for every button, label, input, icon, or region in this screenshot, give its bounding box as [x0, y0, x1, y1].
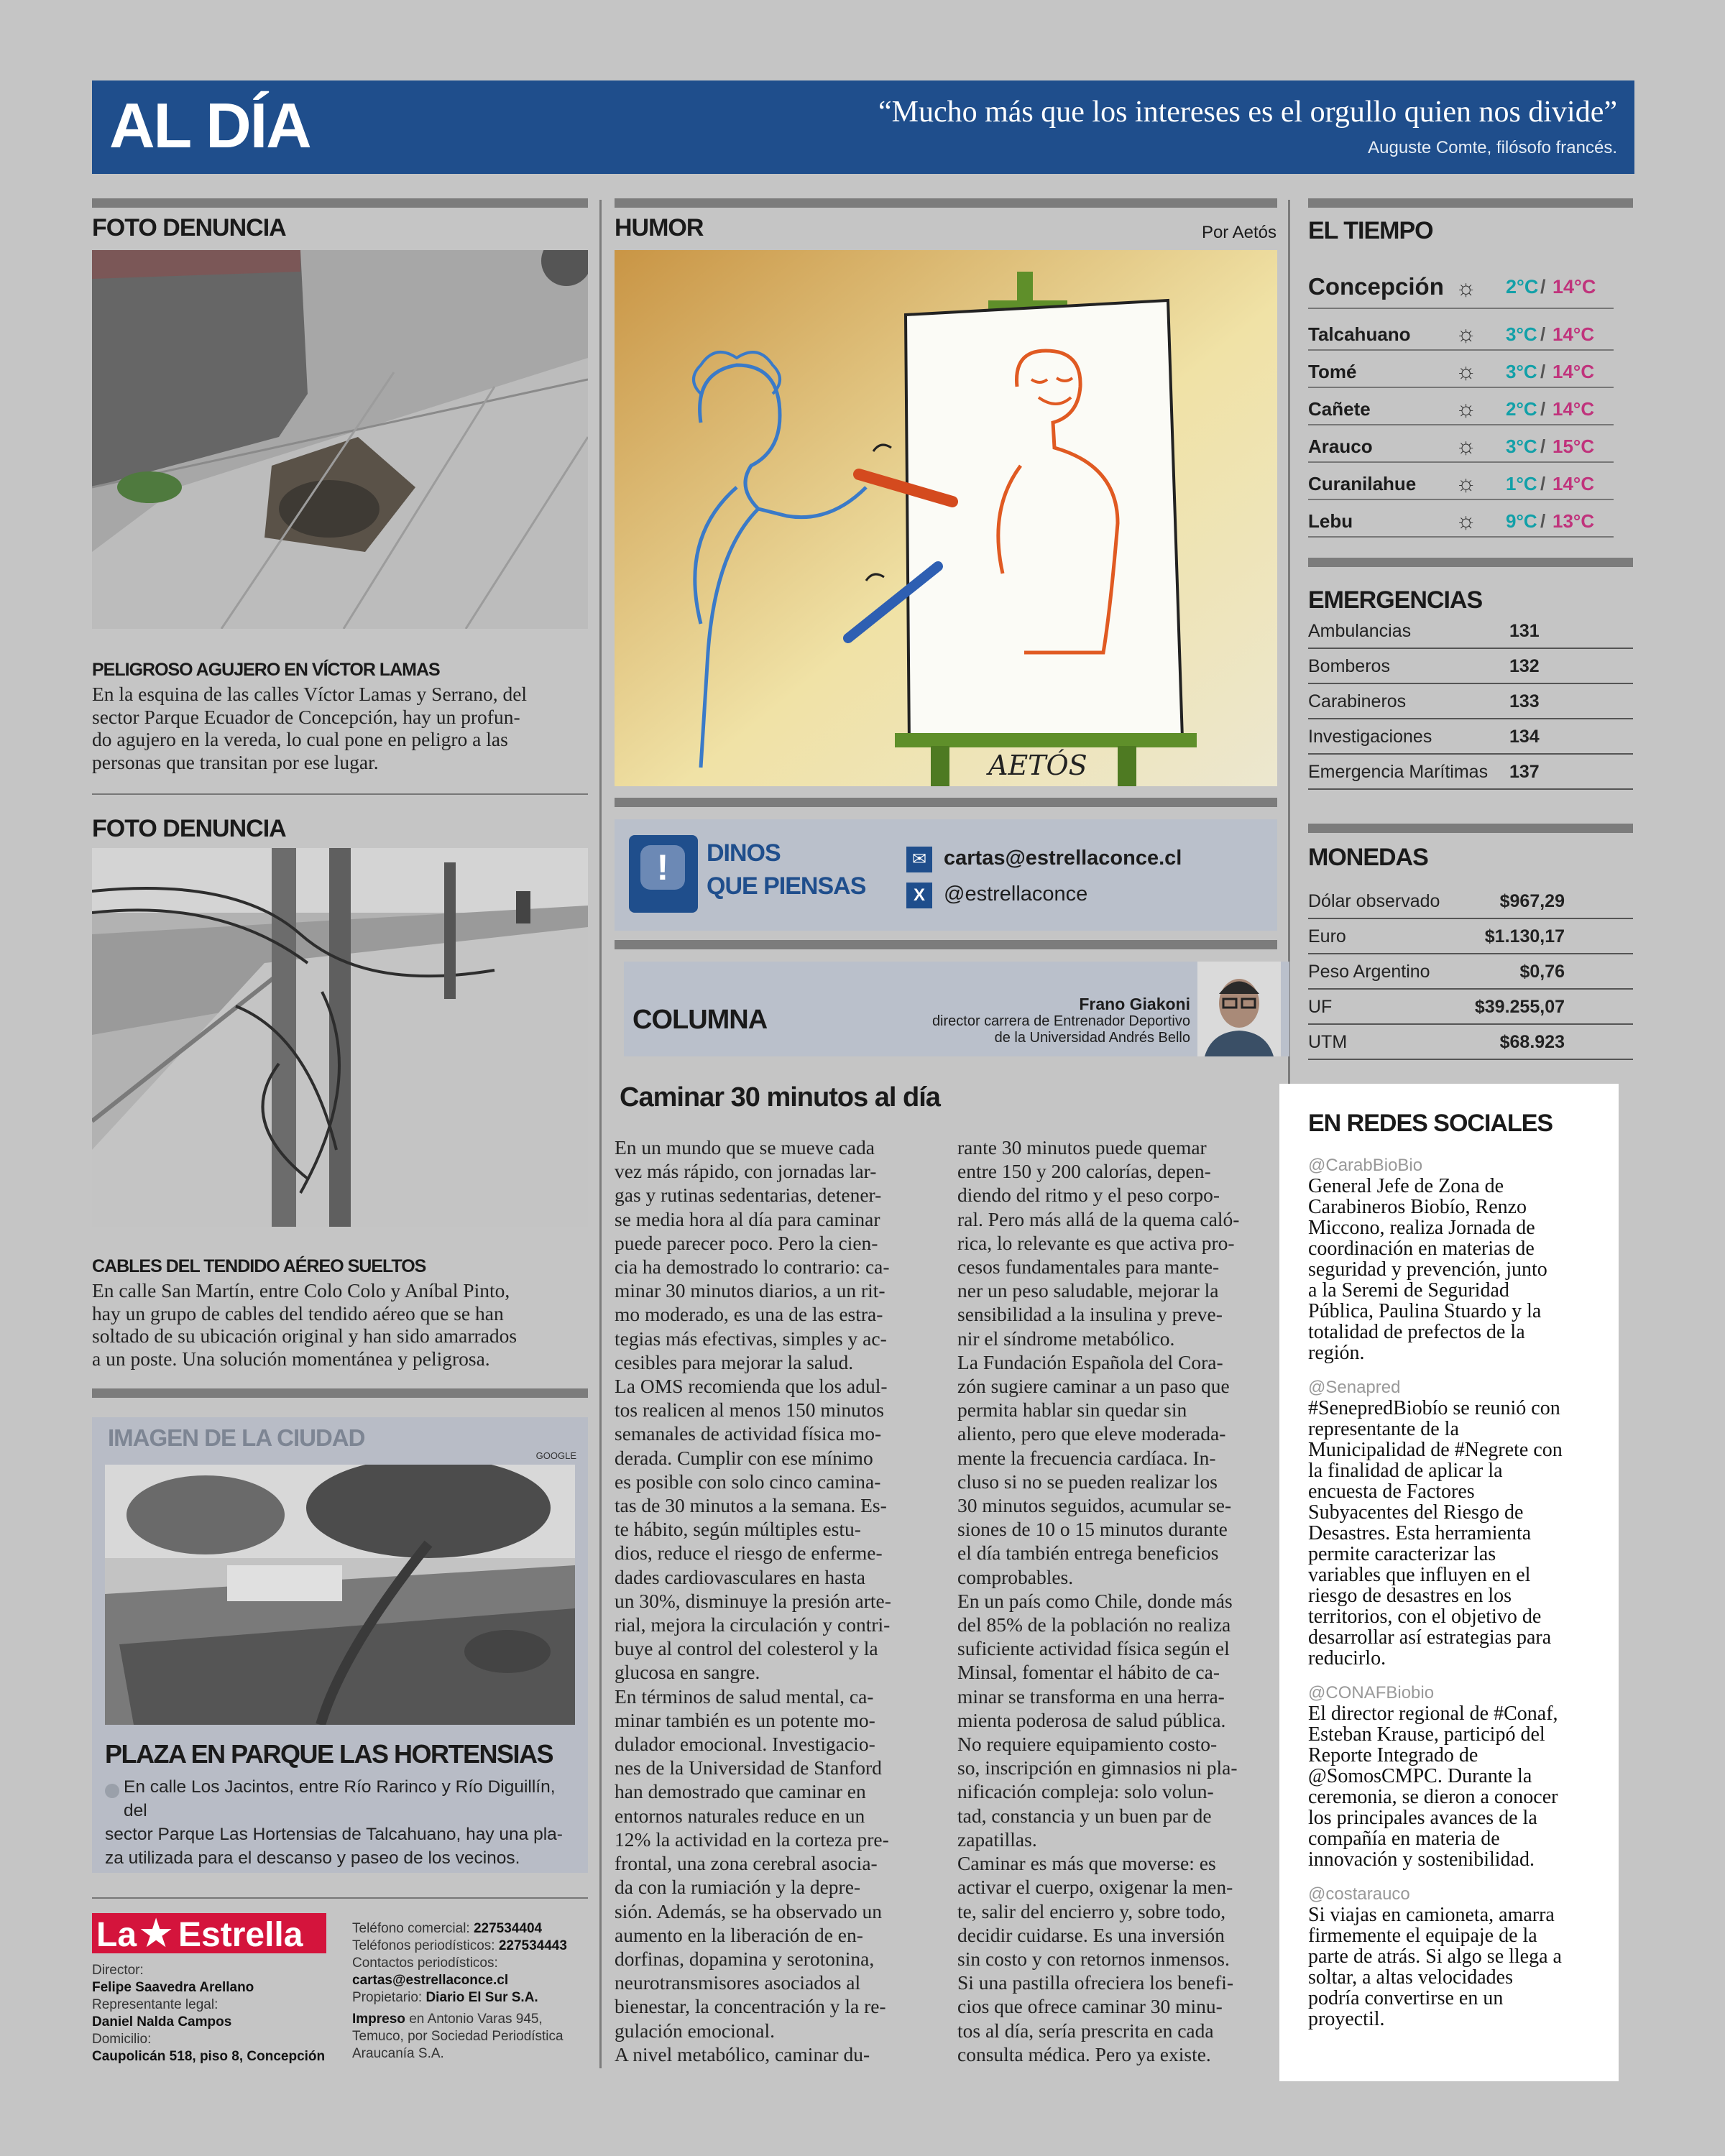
weather-row: Cañete ☼ 2°C / 14°C [1308, 391, 1614, 425]
sun-icon: ☼ [1455, 321, 1477, 346]
column-line: aumento en la liberación de en- [615, 1923, 863, 1946]
imagen-caption: En calle Los Jacintos, entre Río Rarinco y Río Diguillín, del sector Parque Las Hortensias de Talcahuano, hay una pla- za utilizada para el descanso y paseo de los vecinos. [105, 1777, 563, 1868]
column-line: han demostrado que caminar en [615, 1780, 866, 1803]
column-line: del 85% de la población no realiza [957, 1613, 1231, 1636]
divider [92, 793, 588, 795]
imagen-box [92, 1417, 588, 1873]
emergencias-kicker: EMERGENCIAS [1308, 586, 1483, 614]
currency-row: Dólar observado $967,29 [1308, 884, 1633, 919]
column-line: tos realicen al menos 150 minutos [615, 1399, 884, 1422]
column-line: ner un peso saludable, mejorar la [957, 1279, 1219, 1302]
tiempo-kicker: EL TIEMPO [1308, 217, 1433, 244]
column-line: mente la frecuencia cardíaca. In- [957, 1446, 1216, 1469]
column-line: cluso si no se pueden realizar los [957, 1470, 1218, 1493]
redes-panel [1279, 1084, 1619, 2081]
column-divider [599, 200, 602, 2068]
exclamation-bubble-icon: ! [629, 835, 698, 913]
column-line: glucosa en sangre. [615, 1661, 760, 1684]
columna-label: COLUMNA [632, 1005, 768, 1035]
column-line: es posible con solo cinco camina- [615, 1470, 881, 1493]
foto2-photo [92, 848, 588, 1227]
dinos-x-handle[interactable]: @estrellaconce [944, 883, 1088, 906]
social-handle[interactable]: @costarauco [1308, 1884, 1410, 1904]
column-line: el día también entrega beneficios [957, 1542, 1219, 1565]
column-line: mo moderado, es una de las estra- [615, 1303, 883, 1326]
column-line: so, inscripción en gimnasios ni pla- [957, 1756, 1238, 1779]
x-logo-icon: X [906, 883, 932, 908]
column-line: Minsal, fomentar el hábito de ca- [957, 1661, 1220, 1684]
cartoon-signature: AETÓS [988, 750, 1087, 781]
column-line: decidir cuidarse. Es una inversión [957, 1923, 1225, 1946]
column-line: dios, reduce el riesgo de enferme- [615, 1542, 883, 1565]
column-line: ral. Pero más allá de la quema caló- [957, 1207, 1240, 1230]
column-line: bienestar, la concentración y la re- [615, 1995, 886, 2018]
column-line: frontal, una zona cerebral asocia- [615, 1852, 878, 1875]
column-line: te, salir del encierro y, sobre todo, [957, 1899, 1226, 1922]
sun-icon: ☼ [1455, 470, 1477, 496]
redes-kicker: EN REDES SOCIALES [1308, 1110, 1553, 1137]
column-line: mienta poderosa de salud pública. [957, 1708, 1226, 1731]
column-line: puede parecer poco. Pero la cien- [615, 1231, 878, 1254]
social-post [1308, 1683, 1617, 1870]
column-body-col2 [957, 1135, 1274, 2066]
dinos-email[interactable]: cartas@estrellaconce.cl [944, 847, 1182, 870]
column-line: entre 150 y 200 calorías, depen- [957, 1160, 1211, 1183]
column-line: zón sugiere caminar a un paso que [957, 1375, 1230, 1398]
column-line: tas de 30 minutos a la semana. Es- [615, 1494, 887, 1517]
column-divider [1288, 200, 1290, 1084]
sun-icon: ☼ [1455, 275, 1477, 300]
foto1-kicker: FOTO DENUNCIA [92, 214, 286, 241]
currency-row: UTM $68.923 [1308, 1025, 1633, 1060]
weather-row: Lebu ☼ 9°C / 13°C [1308, 503, 1614, 538]
column-line: minar se transforma en una herra- [957, 1685, 1225, 1708]
weather-row: Curanilahue ☼ 1°C / 14°C [1308, 466, 1614, 500]
column-line: No requiere equipamiento costo- [957, 1733, 1218, 1756]
column-line: Caminar es más que moverse: es [957, 1852, 1216, 1875]
column-line: minar también es un potente mo- [615, 1708, 875, 1731]
imagen-photo [105, 1465, 575, 1725]
dinos-box [615, 819, 1277, 931]
column-line: consulta médica. Pero ya existe. [957, 2042, 1211, 2065]
social-post-text: #SenepredBiobío se reunió con representante de la Municipalidad de #Negrete con la finalidad de aplicar la encuesta de Factores Subyacentes del Riesgo de Desastres. Esta herramienta permite caracterizar las variables que influyen en el riesgo de desastres en los territorios, con el objetivo de desarrollar así estrategias para reducirlo. [1308, 1397, 1563, 1669]
column-line: dulador emocional. Investigacio- [615, 1733, 875, 1756]
author-avatar [1197, 962, 1281, 1056]
section-rule [92, 1388, 588, 1398]
section-rule [1308, 824, 1633, 833]
social-post [1308, 1884, 1617, 2030]
social-post [1308, 1378, 1617, 1669]
column-line: se media hora al día para caminar [615, 1207, 880, 1230]
column-line: nir el síndrome metabólico. [957, 1327, 1175, 1350]
column-line: derada. Cumplir con ese mínimo [615, 1446, 873, 1469]
section-rule [1308, 198, 1633, 208]
section-banner [92, 80, 1634, 174]
emergency-row: Bomberos 132 [1308, 649, 1633, 684]
column-line: sensibilidad a la insulina y preve- [957, 1303, 1223, 1326]
section-rule [615, 940, 1277, 949]
banner-quote-author: Auguste Comte, filósofo francés. [1368, 138, 1617, 157]
weather-row-main: Concepción ☼ 2°C / 14°C [1308, 269, 1614, 309]
column-line: permita hablar sin quedar sin [957, 1399, 1187, 1422]
social-post [1308, 1156, 1617, 1363]
column-line: neurotransmisores asociados al [615, 1971, 861, 1994]
column-line: activar el cuerpo, oxigenar la men- [957, 1876, 1233, 1899]
monedas-kicker: MONEDAS [1308, 844, 1428, 871]
column-line: aliento, pero que eleve moderada- [957, 1422, 1226, 1445]
column-line: 30 minutos seguidos, acumular se- [957, 1494, 1232, 1517]
divider [92, 1897, 588, 1899]
dinos-line2: QUE PIENSAS [707, 872, 866, 900]
column-line: entornos naturales reduce en un [615, 1804, 865, 1827]
column-line: cios que ofrece caminar 30 minu- [957, 1995, 1223, 2018]
column-line: siones de 10 o 15 minutos durante [957, 1518, 1228, 1541]
sun-icon: ☼ [1455, 358, 1477, 384]
emergency-row: Emergencia Marítimas 137 [1308, 755, 1633, 790]
foto2-headline: CABLES DEL TENDIDO AÉREO SUELTOS [92, 1256, 426, 1276]
columna-author-name: Frano Giakoni [1079, 995, 1190, 1013]
section-rule [92, 198, 588, 208]
sun-icon: ☼ [1455, 395, 1477, 421]
column-line: rica, lo relevante es que activa pro- [957, 1231, 1235, 1254]
column-line: minar 30 minutos diarios, a un rit- [615, 1279, 886, 1302]
column-line: Si una pastilla ofreciera los benefi- [957, 1971, 1234, 1994]
social-handle[interactable]: @CONAFBiobio [1308, 1683, 1435, 1703]
footer-staff: Director: Felipe Saavedra Arellano Representante legal: Daniel Nalda Campos Domicilio: Caupolicán 518, piso 8, Concepción [92, 1963, 326, 2064]
sun-icon: ☼ [1455, 507, 1477, 533]
currency-row: UF $39.255,07 [1308, 990, 1633, 1025]
column-line: tegias más efectivas, simples y ac- [615, 1327, 887, 1350]
column-line: nes de la Universidad de Stanford [615, 1756, 882, 1779]
column-line: diendo del ritmo y el peso corpo- [957, 1184, 1220, 1207]
column-line: te hábito, según múltiples estu- [615, 1518, 861, 1541]
section-title: AL DÍA [109, 90, 310, 161]
social-post-text: Si viajas en camioneta, amarra firmemente el equipaje de la parte de atrás. Si algo se llega a soltar, a altas velocidades podría convertirse en un proyectil. [1308, 1904, 1562, 2030]
emergency-row: Carabineros 133 [1308, 684, 1633, 719]
column-line: cesibles para mejorar la salud. [615, 1350, 854, 1373]
banner-quote: “Mucho más que los intereses es el orgullo quien nos divide” [878, 96, 1617, 129]
column-body-col1 [615, 1135, 924, 2066]
foto1-caption: En la esquina de las calles Víctor Lamas y Serrano, del sector Parque Ecuador de Concepción, hay un profun- do agujero en la vereda, lo cual pone en peligro a las personas que transitan por ese lugar. [92, 683, 528, 773]
dinos-line1: DINOS [707, 839, 781, 867]
footer-contacts: Teléfono comercial: 227534404 Teléfonos periodísticos: 227534443 Contactos periodísticos: cartas@estrellaconce.cl Propietario: Diario El Sur S.A. Impreso en Antonio Varas 945, Temuco, por Sociedad Periodística Araucanía S.A. [352, 1921, 567, 2061]
weather-row: Talcahuano ☼ 3°C / 14°C [1308, 316, 1614, 351]
column-line: vez más rápido, con jornadas lar- [615, 1160, 877, 1183]
foto1-headline: PELIGROSO AGUJERO EN VÍCTOR LAMAS [92, 660, 440, 680]
emergency-row: Ambulancias 131 [1308, 614, 1633, 649]
column-line: zapatillas. [957, 1828, 1037, 1851]
section-rule [615, 798, 1277, 807]
imagen-photo-credit: GOOGLE [535, 1450, 576, 1461]
social-post-text: General Jefe de Zona de Carabineros Biobío, Renzo Miccono, realiza Jornada de coordinación en materias de seguridad y prevención, junto a la Seremi de Seguridad Pública, Paulina Stuardo y la totalidad de prefectos de la región. [1308, 1175, 1547, 1364]
column-line: da con la rumiación y la depre- [615, 1876, 861, 1899]
section-rule [1308, 558, 1633, 567]
emergency-row: Investigaciones 134 [1308, 719, 1633, 755]
column-line: sión. Además, se ha observado un [615, 1899, 882, 1922]
column-title: Caminar 30 minutos al día [620, 1082, 940, 1112]
weather-row: Tomé ☼ 3°C / 14°C [1308, 354, 1614, 388]
weather-row: Arauco ☼ 3°C / 15°C [1308, 428, 1614, 463]
column-line: comprobables. [957, 1565, 1074, 1588]
column-line: tad, constancia y un buen par de [957, 1804, 1212, 1827]
column-line: cia ha demostrado lo contrario: ca- [615, 1256, 890, 1279]
la-estrella-logo: La ★ Estrella [92, 1913, 326, 1953]
column-line: nificación compleja: solo volun- [957, 1780, 1214, 1803]
column-line: rante 30 minutos puede quemar [957, 1136, 1207, 1158]
column-line: suficiente actividad física según el [957, 1637, 1230, 1660]
social-handle[interactable]: @CarabBioBio [1308, 1156, 1423, 1175]
columna-header [624, 962, 1289, 1056]
column-line: dorfinas, dopamina y serotonina, [615, 1947, 875, 1970]
column-line: La Fundación Española del Cora- [957, 1350, 1223, 1373]
column-line: dades cardiovasculares en hasta [615, 1565, 865, 1588]
foto1-photo [92, 250, 588, 629]
column-line: gulación emocional. [615, 2019, 775, 2042]
column-line: semanales de actividad física mo- [615, 1422, 882, 1445]
sun-icon: ☼ [1455, 433, 1477, 459]
humor-cartoon [615, 250, 1277, 786]
column-line: La OMS recomienda que los adul- [615, 1375, 888, 1398]
humor-kicker: HUMOR [615, 214, 704, 241]
column-line: En un país como Chile, donde más [957, 1589, 1233, 1612]
imagen-headline: PLAZA EN PARQUE LAS HORTENSIAS [105, 1739, 553, 1769]
humor-byline: Por Aetós [1201, 223, 1276, 242]
column-line: En un mundo que se mueve cada [615, 1136, 875, 1158]
column-line: sin costo y con retornos inmensos. [957, 1947, 1230, 1970]
column-line: A nivel metabólico, caminar du- [615, 2042, 870, 2065]
social-handle[interactable]: @Senapred [1308, 1378, 1401, 1397]
column-line: tos al día, sería prescrita en cada [957, 2019, 1214, 2042]
foto2-kicker: FOTO DENUNCIA [92, 815, 286, 842]
social-post-text: El director regional de #Conaf, Esteban Krause, participó del Reporte Integrado de @SomosCMPC. Durante la ceremonia, se dieron a conocer los principales avances de la compañía en materia de innovación y sostenibilidad. [1308, 1703, 1558, 1871]
star-icon: ★ [138, 1912, 175, 1956]
currency-row: Peso Argentino $0,76 [1308, 954, 1633, 990]
column-line: 12% la actividad en la corteza pre- [615, 1828, 889, 1851]
section-rule [615, 198, 1277, 208]
imagen-kicker: IMAGEN DE LA CIUDAD [108, 1424, 365, 1451]
column-line: En términos de salud mental, ca- [615, 1685, 874, 1708]
foto2-caption: En calle San Martín, entre Colo Colo y Aníbal Pinto, hay un grupo de cables del tendido aéreo que se han soltado de su ubicación original y han sido amarrados a un poste. Una solución momentánea y peligrosa. [92, 1279, 518, 1370]
currency-row: Euro $1.130,17 [1308, 919, 1633, 954]
redes-posts [1308, 1156, 1617, 2044]
column-line: rial, mejora la circulación y contri- [615, 1613, 891, 1636]
mail-icon: ✉ [906, 847, 932, 872]
columna-author-role: director carrera de Entrenador Deportivo de la Universidad Andrés Bello [932, 1013, 1190, 1046]
column-line: gas y rutinas sedentarias, detener- [615, 1184, 882, 1207]
column-line: buye al control del colesterol y la [615, 1637, 878, 1660]
column-line: un 30%, disminuye la presión arte- [615, 1589, 891, 1612]
column-line: cesos fundamentales para mante- [957, 1256, 1220, 1279]
